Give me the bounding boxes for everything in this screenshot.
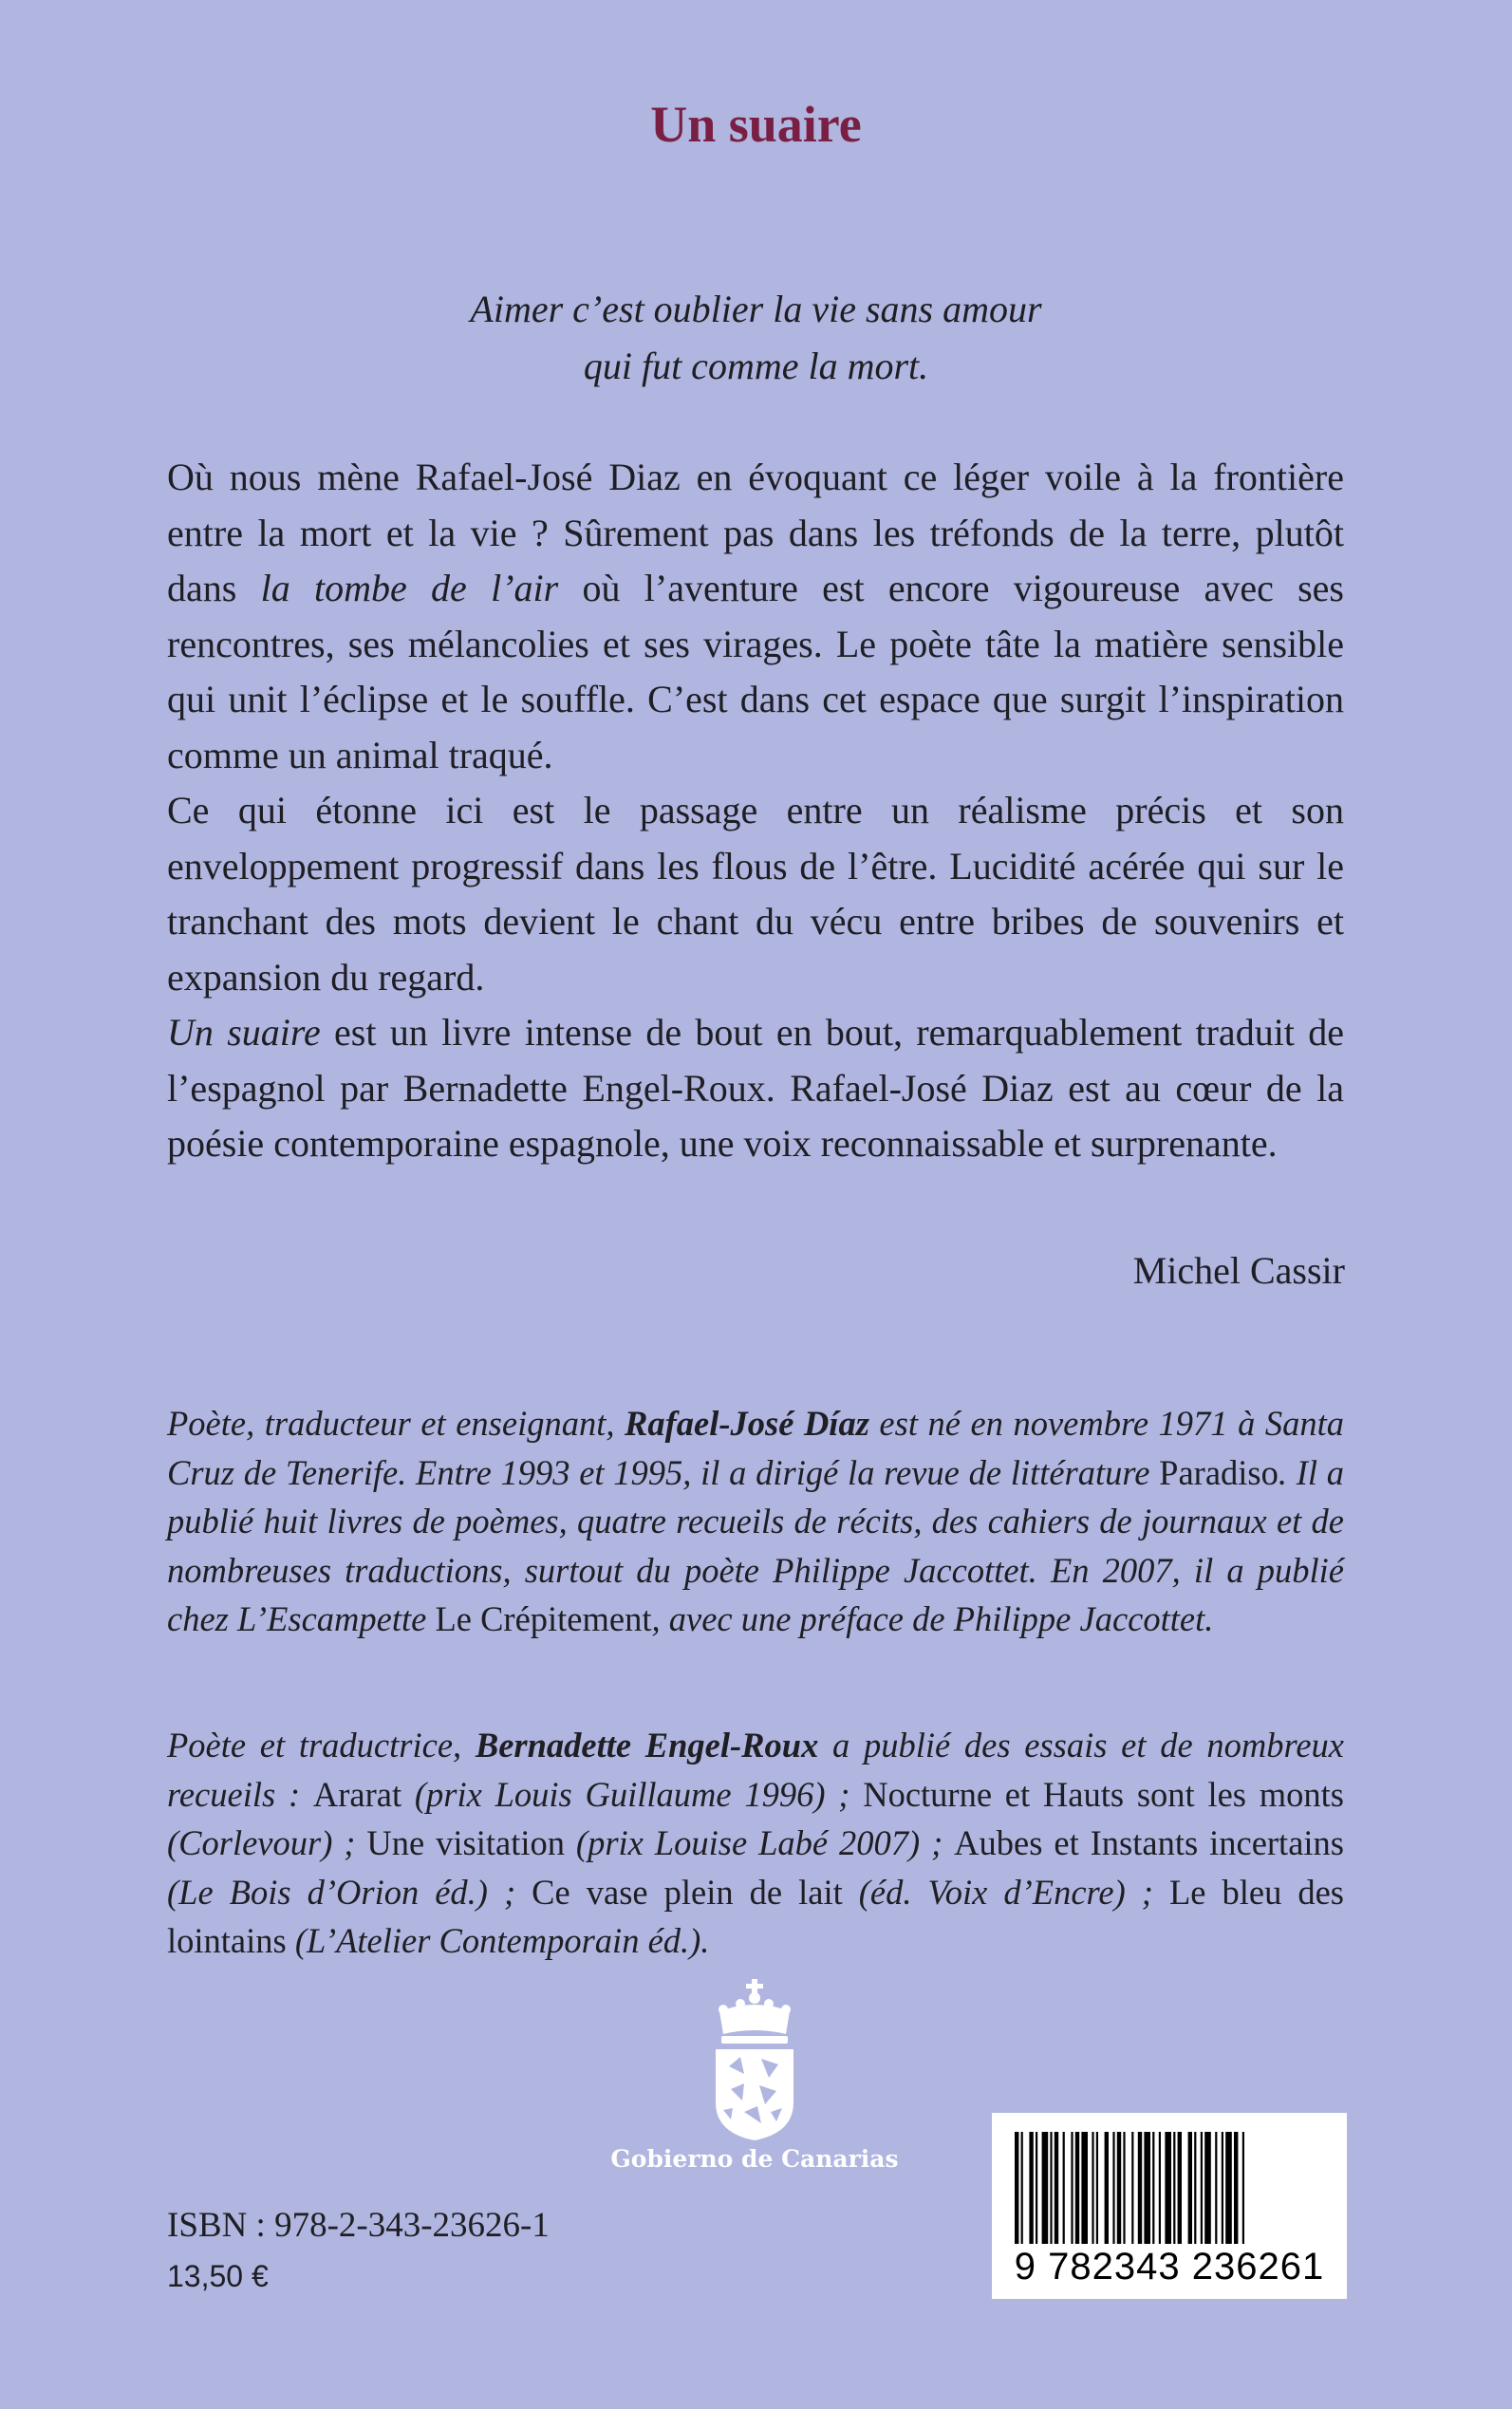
bio-text: est né en novembre 1971 à Santa Cruz de Tenerife. Entre 1993 et 1995, il a dirigé la revue de littérature — [167, 1404, 1344, 1492]
isbn: ISBN : 978-2-343-23626-1 — [167, 2206, 550, 2245]
bio-text: Poète et traductrice, — [167, 1726, 476, 1765]
barcode-bar — [1222, 2132, 1223, 2244]
bio-work-title: Nocturne et Hauts sont les monts — [863, 1774, 1345, 1814]
barcode-bar — [1112, 2132, 1114, 2244]
bio-text: (prix Louis Guillaume 1996) ; — [401, 1774, 864, 1814]
bio-text: (L’Atelier Contemporain éd.). — [286, 1921, 710, 1960]
price: 13,50 € — [167, 2259, 269, 2293]
book-title: Un suaire — [650, 96, 862, 153]
blurb-italic-text: Un suaire — [167, 1011, 321, 1054]
epigraph-line-2: qui fut comme la mort. — [583, 345, 929, 387]
barcode-bar — [1234, 2132, 1238, 2244]
bio-work-title: Paradiso — [1159, 1452, 1279, 1492]
bio-text: (Corlevour) ; — [167, 1823, 367, 1862]
barcode-bar — [1050, 2132, 1052, 2244]
gobierno-de-canarias-crest-icon — [702, 1979, 807, 2140]
bio-work-title: Une visitation — [366, 1823, 565, 1862]
barcode-bar — [1173, 2132, 1175, 2244]
blurb-paragraph-1 — [167, 450, 1344, 783]
barcode-bar — [1194, 2132, 1196, 2244]
blurb — [167, 450, 1344, 1172]
bio-work-title: Le Crépitement — [435, 1599, 652, 1638]
barcode-bar — [1081, 2132, 1088, 2244]
barcode-bar — [1131, 2132, 1133, 2244]
barcode-bar — [1215, 2132, 1217, 2244]
barcode-digits: 9 782343 236261 — [1014, 2246, 1325, 2288]
barcode-bar — [1063, 2132, 1065, 2244]
barcode-bar — [1029, 2132, 1033, 2244]
barcode-bar — [1092, 2132, 1093, 2244]
barcode-bar — [1075, 2132, 1079, 2244]
barcode-bar — [1071, 2132, 1073, 2244]
barcode-bar — [1201, 2132, 1203, 2244]
bio-work-title: Ce vase plein de lait — [532, 1872, 843, 1912]
author-bio — [167, 1399, 1344, 1644]
barcode-bar — [1042, 2132, 1049, 2244]
barcode-bar — [1055, 2132, 1058, 2244]
barcode-bar — [1165, 2132, 1171, 2244]
bio-work-title: Le bleu des lointains — [167, 1872, 1344, 1960]
barcode-bar — [1144, 2132, 1150, 2244]
barcode-bar — [1159, 2132, 1161, 2244]
bio-text: (prix Louise Labé 2007) ; — [564, 1823, 955, 1862]
barcode-bar — [1225, 2132, 1232, 2244]
blurb-text: est un livre intense de bout en bout, remarquablement traduit de l’espagnol par Bernadette Engel-Roux. Rafael-José Diaz est au cœur de la poésie contemporaine espagnole, une voix reconnaissable et surprenante. — [167, 1011, 1344, 1165]
barcode-bar — [1123, 2132, 1125, 2244]
bio-text: a publié des essais et de nombreux recueils : — [167, 1726, 1344, 1814]
blurb-paragraph-3 — [167, 1005, 1344, 1172]
barcode — [992, 2113, 1347, 2299]
barcode-bar — [1204, 2132, 1211, 2244]
blurb-italic-text: la tombe de l’air — [260, 567, 559, 609]
barcode-bar — [1096, 2132, 1098, 2244]
bio-work-title: Aubes et Instants incertains — [954, 1823, 1344, 1862]
bio-text: . Il a publié huit livres de poèmes, quatre recueils de récits, des cahiers de journaux et de nombreuses traductions, surtout du poète Philippe Jaccottet. En 2007, il a publié chez L’Escampette — [167, 1452, 1344, 1638]
barcode-bar — [1036, 2132, 1037, 2244]
bio-text: (éd. Voix d’Encre) ; — [842, 1872, 1169, 1912]
barcode-bar — [1152, 2132, 1154, 2244]
bio-text: Poète, traducteur et enseignant, — [167, 1404, 625, 1443]
bio-text: (Le Bois d’Orion éd.) ; — [167, 1872, 532, 1912]
translator-bio — [167, 1721, 1344, 1966]
bio-text: , avec une préface de Philippe Jaccottet. — [651, 1599, 1214, 1638]
barcode-bar — [1138, 2132, 1142, 2244]
blurb-text: où l’aventure est encore vigoureuse avec ses rencontres, ses mélancolies et ses virages. Le poète tâte la matière sensible qui unit l’éclipse et le souffle. C’est dans cet espace que surgit l’inspiration comme un animal traqué. — [167, 567, 1344, 776]
barcode-bar — [1021, 2132, 1023, 2244]
translator-name: Bernadette Engel-Roux — [475, 1726, 819, 1765]
author-name: Rafael-José Díaz — [625, 1404, 869, 1443]
barcode-bar — [1178, 2132, 1182, 2244]
barcode-bar — [1188, 2132, 1192, 2244]
barcode-bar — [1015, 2132, 1018, 2244]
logo-label: Gobierno de Canarias — [610, 2145, 899, 2173]
blurb-signature: Michel Cassir — [1132, 1249, 1345, 1292]
epigraph-line-1: Aimer c’est oublier la vie sans amour — [470, 288, 1042, 330]
barcode-bar — [1105, 2132, 1109, 2244]
barcode-bar — [1117, 2132, 1121, 2244]
blurb-text: Où nous mène Rafael-José Diaz en évoquant ce léger voile à la frontière entre la mort et la vie ? Sûrement pas dans les tréfonds de la terre, plutôt dans — [167, 456, 1344, 609]
barcode-bar — [1242, 2132, 1244, 2244]
gobierno-de-canarias-logo — [607, 1979, 902, 2188]
epigraph — [0, 281, 1512, 395]
blurb-paragraph-2: Ce qui étonne ici est le passage entre un réalisme précis et son enveloppement progressif dans les flous de l’être. Lucidité acérée qui sur le tranchant des mots devient le chant du vécu entre bribes de souvenirs et expansion du regard. — [167, 789, 1344, 999]
bio-work-title: Ararat — [312, 1774, 402, 1814]
